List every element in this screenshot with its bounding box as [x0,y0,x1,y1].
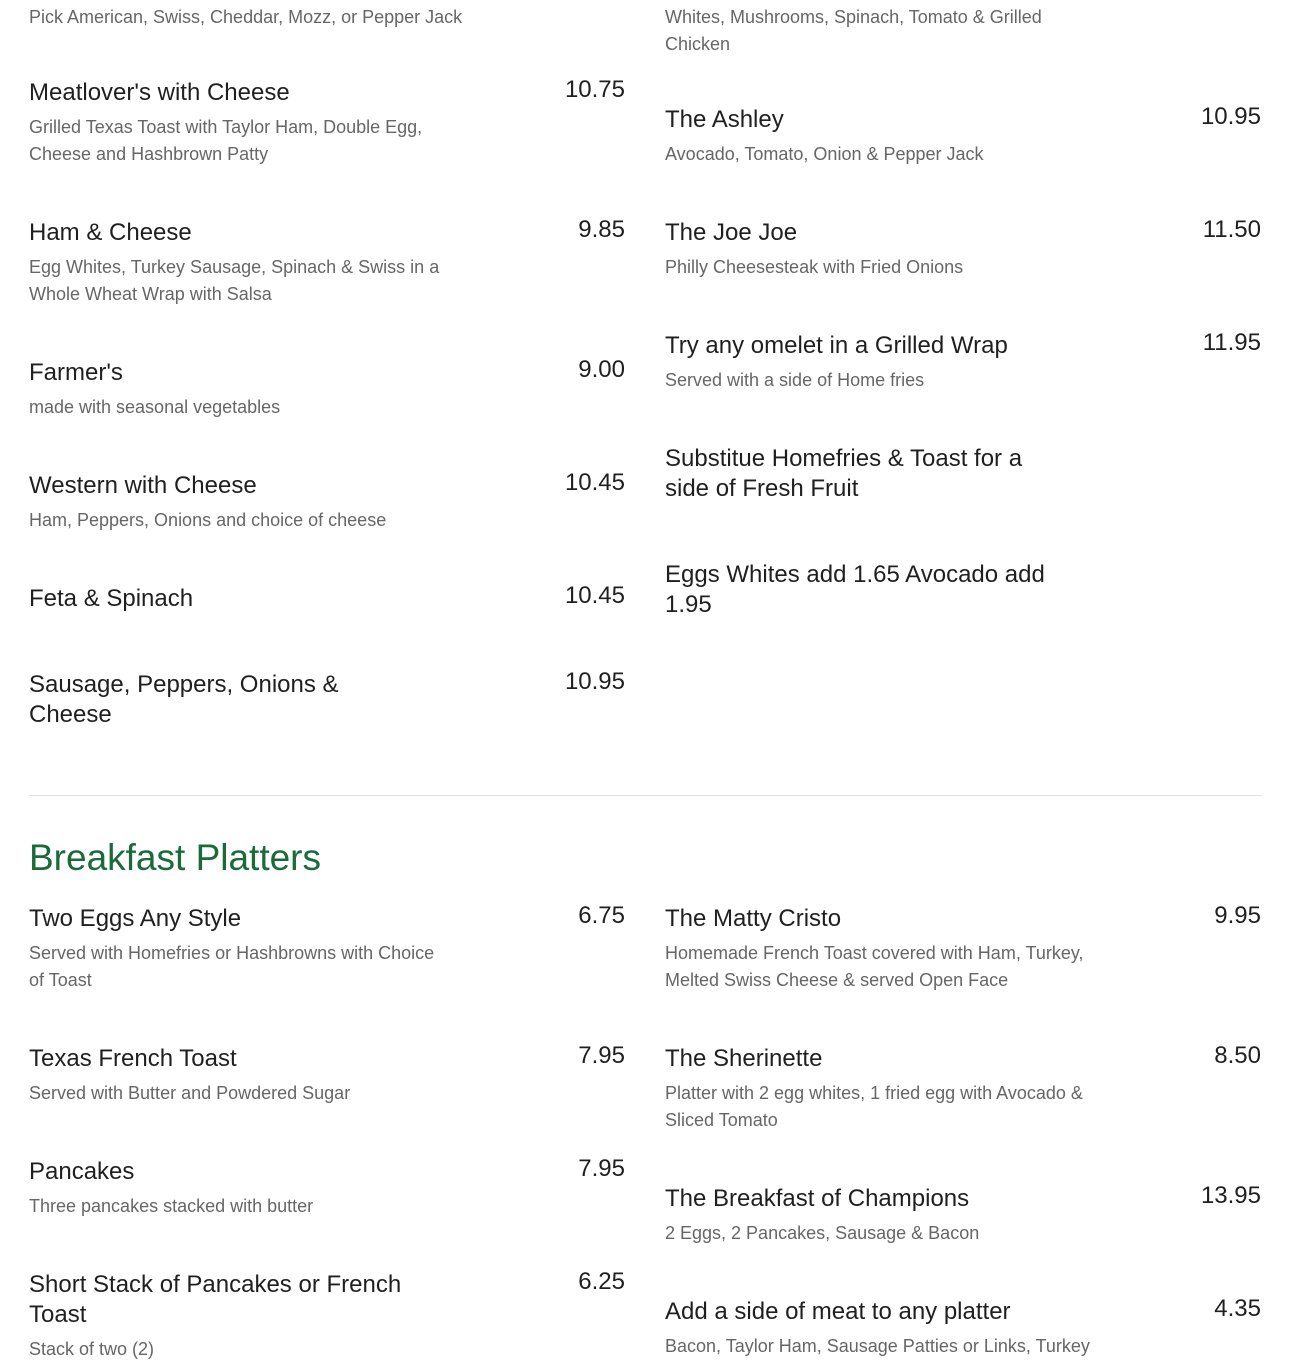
menu-item [665,560,1065,620]
menu-item-price: 4.35 [1214,1295,1261,1322]
menu-item [665,331,1085,394]
menu-item-price: 9.00 [578,356,625,383]
menu-item [29,471,449,534]
menu-item-name: Western with Cheese [29,472,257,499]
menu-item-name: Substitue Homefries & Toast for a side of Fresh Fruit [665,445,1023,502]
menu-item [29,358,449,421]
menu-item-price: 11.95 [1202,329,1261,356]
menu-item-name: Meatlover's with Cheese [29,79,290,106]
menu-item-description: Bacon, Taylor Ham, Sausage Patties or Links, Turkey [665,1336,1090,1356]
menu-item-description: Avocado, Tomato, Onion & Pepper Jack [665,144,984,164]
menu-item-description: made with seasonal vegetables [29,397,281,417]
menu-item-price: 10.45 [564,582,625,609]
menu-item-description: Philly Cheesesteak with Fried Onions [665,257,964,277]
menu-item-description: Pick American, Swiss, Cheddar, Mozz, or Pepper Jack [29,7,463,27]
menu-item-name: Ham & Cheese [29,219,192,246]
menu-item-price: 9.85 [578,216,625,243]
menu-item [665,1297,1105,1360]
menu-item [665,1184,1105,1247]
menu-item [665,1044,1105,1134]
menu-item-price: 7.95 [578,1042,625,1069]
menu-item-name: Pancakes [29,1158,135,1185]
menu-item [29,4,489,31]
menu-item-price: 8.50 [1214,1042,1261,1069]
menu-item-price: 10.45 [564,469,625,496]
menu-item-description: Served with Homefries or Hashbrowns with Choice of Toast [29,943,435,990]
menu-item-name: The Breakfast of Champions [665,1185,970,1212]
menu-item-description: 2 Eggs, 2 Pancakes, Sausage & Bacon [665,1223,980,1243]
menu-item-name: Feta & Spinach [29,585,194,612]
menu-item [29,1157,449,1220]
menu-item [665,904,1105,994]
section-title: Breakfast Platters [29,837,322,878]
menu-item-description: Egg Whites, Turkey Sausage, Spinach & Swiss in a Whole Wheat Wrap with Salsa [29,257,440,304]
menu-item [29,1044,449,1107]
menu-item-name: Short Stack of Pancakes or French Toast [29,1271,402,1328]
menu-item-price: 6.25 [578,1268,625,1295]
menu-item [29,904,449,994]
menu-item [665,4,1065,58]
menu-item-name: The Ashley [665,106,784,133]
menu-item-description: Stack of two (2) [29,1339,155,1359]
section-divider [29,795,1262,796]
menu-item [665,444,1045,504]
menu-item-name: Try any omelet in a Grilled Wrap [665,332,1008,359]
menu-item [665,218,1085,281]
menu-item-description: Grilled Texas Toast with Taylor Ham, Double Egg, Cheese and Hashbrown Patty [29,117,423,164]
menu-item-name: The Sherinette [665,1045,823,1072]
menu-item-name: Sausage, Peppers, Onions & Cheese [29,671,339,728]
menu-item [665,105,1085,168]
menu-item-name: The Joe Joe [665,219,798,246]
menu-item-price: 11.50 [1202,216,1261,243]
menu-item-description: Three pancakes stacked with butter [29,1196,314,1216]
menu-item-name: The Matty Cristo [665,905,842,932]
menu-item-price: 6.75 [578,902,625,929]
menu-item-description: Ham, Peppers, Onions and choice of cheese [29,510,387,530]
menu-item-price: 10.95 [564,668,625,695]
menu-item [29,584,449,614]
menu-item-price: 13.95 [1200,1182,1261,1209]
menu-item-price: 9.95 [1214,902,1261,929]
menu-item-description: Platter with 2 egg whites, 1 fried egg with Avocado & Sliced Tomato [665,1083,1083,1130]
menu-item-description: Served with Butter and Powdered Sugar [29,1083,351,1103]
menu-item-name: Two Eggs Any Style [29,905,242,932]
menu-item-description: Served with a side of Home fries [665,370,925,390]
menu-item-price: 7.95 [578,1155,625,1182]
menu-item-name: Farmer's [29,359,123,386]
menu-item [29,218,449,308]
menu-item [29,670,389,730]
menu-item-description: Homemade French Toast covered with Ham, Turkey, Melted Swiss Cheese & served Open Face [665,943,1084,990]
menu-item-description: Whites, Mushrooms, Spinach, Tomato & Grilled Chicken [665,7,1042,54]
menu-item-price: 10.75 [564,76,625,103]
menu-item-name: Add a side of meat to any platter [665,1298,1011,1325]
menu-item-name: Texas French Toast [29,1045,237,1072]
menu-item-name: Eggs Whites add 1.65 Avocado add 1.95 [665,561,1045,618]
menu-item [29,1270,449,1363]
menu-item [29,78,449,168]
menu-item-price: 10.95 [1200,103,1261,130]
